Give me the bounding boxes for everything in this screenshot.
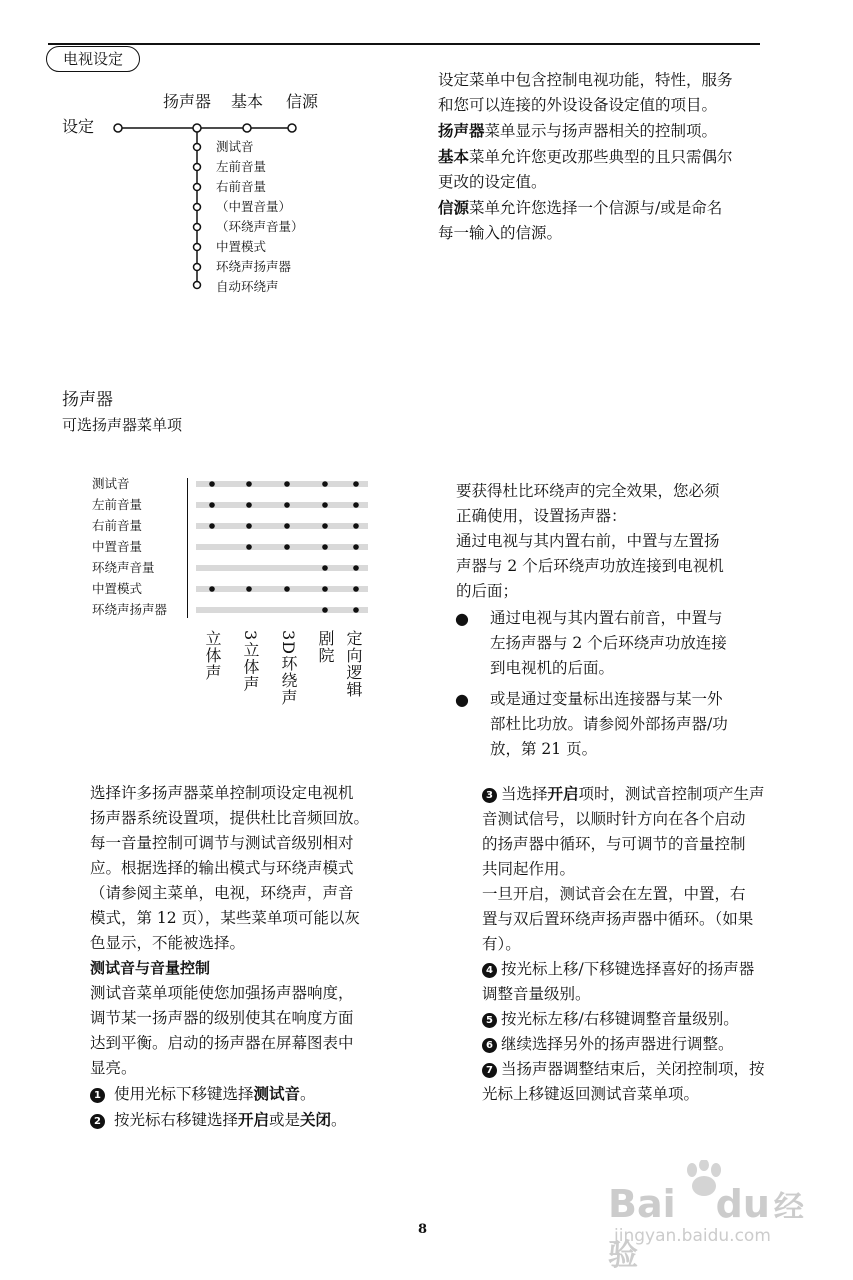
submenu-item: 测试音	[216, 139, 254, 154]
matrix-row-label: 中置音量	[92, 539, 143, 554]
matrix-dot	[322, 586, 328, 592]
matrix-row-label: 中置模式	[92, 581, 143, 596]
tree-node-basic	[243, 124, 251, 132]
step-1-bold: 测试音	[253, 1084, 300, 1103]
intro-speaker-bold: 扬声器	[438, 121, 485, 140]
matrix-column-label: 定向逻辑	[344, 630, 363, 698]
matrix-dot	[246, 523, 252, 529]
matrix-dot	[353, 481, 359, 487]
step-6-text: 继续选择另外的扬声器进行调整。	[501, 1035, 734, 1053]
test-tone-heading: 测试音与音量控制	[90, 959, 211, 977]
tree-node-sub	[194, 164, 201, 171]
dolby-line: 的后面；	[456, 582, 519, 600]
step-3-bold: 开启	[547, 784, 579, 803]
step-4-text: 按光标上移/下移键选择喜好的扬声器	[501, 960, 755, 978]
matrix-row-bar	[196, 586, 368, 592]
intro-speaker-line	[438, 118, 798, 144]
matrix-dot	[353, 523, 359, 529]
step-5	[482, 1007, 802, 1032]
matrix-dot	[209, 523, 215, 529]
submenu-item: 中置模式	[216, 239, 267, 254]
matrix-dot	[284, 481, 290, 487]
step-1-end: 。	[299, 1085, 316, 1103]
right-line: 调整音量级别。	[482, 985, 591, 1003]
step-number-icon: 7	[482, 1063, 497, 1078]
submenu-item: 自动环绕声	[216, 279, 279, 294]
left-line: 模式，第 12 页），某些菜单项可能以灰	[90, 909, 360, 927]
matrix-row-label: 环绕声扬声器	[92, 602, 168, 617]
tree-node-sub	[194, 184, 201, 191]
right-line: 置与双后置环绕声扬声器中循环。（如果	[482, 910, 754, 928]
dolby-bullet-item	[490, 606, 790, 681]
tree-node-sub	[194, 224, 201, 231]
step-number-icon: 3	[482, 788, 497, 803]
matrix-row-bar	[196, 544, 368, 550]
step-2-end: 。	[331, 1111, 347, 1129]
matrix-row-bar	[196, 481, 368, 487]
matrix-row-label: 环绕声音量	[92, 560, 155, 575]
intro-source-rest: 菜单允许您选择一个信源与/或是命名	[469, 199, 723, 217]
dolby-bullet-line: 部杜比功放。请参阅外部扬声器/功	[490, 715, 728, 733]
intro-speaker-rest: 菜单显示与扬声器相关的控制项。	[484, 122, 718, 140]
step-number-icon: 4	[482, 963, 497, 978]
step-3-pre: 当选择	[501, 785, 548, 803]
tree-node-source	[288, 124, 296, 132]
step-2	[90, 1107, 420, 1133]
intro-basic-bold: 基本	[438, 147, 470, 166]
intro-source-bold: 信源	[438, 198, 470, 217]
matrix-dot	[246, 502, 252, 508]
tree-node-sub	[194, 244, 201, 251]
matrix-row-label: 测试音	[92, 476, 130, 491]
left-column-text	[90, 781, 420, 1133]
dolby-paragraph	[456, 479, 796, 604]
intro-source-line	[438, 195, 798, 221]
matrix-dot	[284, 523, 290, 529]
matrix-dot	[322, 481, 328, 487]
matrix-row-bar	[196, 523, 368, 529]
step-4	[482, 957, 802, 982]
step-number-icon: 2	[90, 1114, 105, 1129]
step-number-icon: 1	[90, 1088, 105, 1103]
matrix-dot	[284, 502, 290, 508]
left-line: 达到平衡。启动的扬声器在屏幕图表中	[90, 1034, 354, 1052]
matrix-dot	[353, 544, 359, 550]
matrix-column-label: 3立体声	[241, 630, 260, 693]
left-line: 色显示，不能被选择。	[90, 934, 246, 952]
right-line: 有）。	[482, 935, 521, 953]
submenu-item: （中置音量）	[216, 199, 292, 214]
left-line: 测试音菜单项能使您加强扬声器响度，	[90, 984, 354, 1002]
dolby-bullet-line: 到电视机的后面。	[490, 659, 615, 677]
left-line: 调节某一扬声器的级别使其在响度方面	[90, 1009, 354, 1027]
intro-line: 和您可以连接的外设设备设定值的项目。	[438, 96, 718, 114]
page-number: 8	[418, 1222, 428, 1237]
matrix-row-label: 右前音量	[92, 518, 143, 533]
menu-tab-source: 信源	[286, 92, 319, 111]
tree-node-sub	[194, 264, 201, 271]
matrix-dot	[322, 607, 328, 613]
left-line: （请参阅主菜单，电视，环绕声，声音	[90, 884, 354, 902]
baidu-watermark	[608, 1160, 808, 1273]
matrix-dot	[284, 586, 290, 592]
dolby-line: 通过电视与其内置右前，中置与左置扬	[456, 532, 720, 550]
section-header	[46, 46, 140, 72]
step-2-mid: 或是	[268, 1111, 300, 1129]
dolby-bullet-item	[490, 687, 790, 762]
tree-node-sub	[194, 204, 201, 211]
right-line: 音测试信号，以顺时针方向在各个启动	[482, 810, 746, 828]
matrix-row-bar	[196, 565, 368, 571]
matrix-dot	[322, 502, 328, 508]
submenu-list	[216, 137, 304, 297]
step-6	[482, 1032, 802, 1057]
right-line: 共同起作用。	[482, 860, 576, 878]
menu-root-label: 设定	[62, 117, 95, 136]
step-2-text: 按光标右移键选择	[113, 1111, 238, 1129]
matrix-dot	[322, 565, 328, 571]
step-7-text: 当扬声器调整结束后，关闭控制项，按	[501, 1060, 765, 1078]
matrix-row-bar	[196, 607, 368, 613]
tree-node-sub	[194, 144, 201, 151]
matrix-row-bar	[196, 502, 368, 508]
matrix-dot	[246, 586, 252, 592]
watermark-url: jingyan.baidu.com	[614, 1226, 771, 1246]
step-2-bold-on: 开启	[237, 1110, 269, 1129]
step-number-icon: 5	[482, 1013, 497, 1028]
dolby-bullet-line: 或是通过变量标出连接器与某一外	[490, 690, 723, 708]
matrix-dot	[209, 502, 215, 508]
step-number-icon: 6	[482, 1038, 497, 1053]
speaker-section-subtitle: 可选扬声器菜单项	[62, 416, 183, 434]
step-3	[482, 781, 802, 807]
left-line: 选择许多扬声器菜单控制项设定电视机	[90, 784, 354, 802]
left-line: 每一音量控制可调节与测试音级别相对	[90, 834, 354, 852]
intro-basic-line	[438, 144, 798, 170]
intro-basic-rest: 菜单允许您更改那些典型的且只需偶尔	[469, 148, 733, 166]
matrix-dot	[353, 586, 359, 592]
matrix-row-label: 左前音量	[92, 497, 143, 512]
watermark-brand-du: du	[715, 1182, 770, 1226]
tree-node-sub	[194, 282, 201, 289]
right-line: 光标上移键返回测试音菜单项。	[482, 1085, 700, 1103]
matrix-dot	[209, 481, 215, 487]
step-5-text: 按光标左移/右移键调整音量级别。	[501, 1010, 739, 1028]
watermark-brand-bai: Bai	[608, 1182, 676, 1226]
matrix-column-label: 3D环绕声	[279, 630, 298, 707]
speaker-section-title: 扬声器	[62, 390, 113, 410]
left-line: 应。根据选择的输出模式与环绕声模式	[90, 859, 354, 877]
bullet-icon: ●	[455, 690, 469, 709]
submenu-item: （环绕声音量）	[216, 219, 304, 234]
tree-node-root	[114, 124, 122, 132]
right-line: 一旦开启，测试音会在左置，中置，右	[482, 885, 746, 903]
matrix-vertical-rule	[187, 478, 188, 618]
section-header-text: 电视设定	[63, 50, 124, 68]
matrix-row-labels	[92, 473, 167, 620]
matrix-dot-grid	[190, 473, 370, 623]
tree-node-speaker	[193, 124, 201, 132]
matrix-dot	[322, 544, 328, 550]
menu-tab-speaker: 扬声器	[163, 92, 212, 111]
left-line: 显亮。	[90, 1059, 137, 1077]
dolby-bullet-line: 放，第 21 页。	[490, 740, 598, 758]
intro-basic-line2: 更改的设定值。	[438, 173, 547, 191]
matrix-column-label: 剧院	[316, 630, 335, 664]
submenu-item: 左前音量	[216, 159, 267, 174]
intro-line: 设定菜单中包含控制电视功能，特性，服务	[438, 71, 733, 89]
matrix-dot	[353, 502, 359, 508]
dolby-line: 正确使用，设置扬声器：	[456, 507, 627, 525]
step-1	[90, 1081, 420, 1107]
intro-paragraph	[438, 68, 798, 246]
right-column-text	[482, 781, 802, 1107]
matrix-dot	[246, 481, 252, 487]
dolby-bullet-line: 左扬声器与 2 个后环绕声功放连接	[490, 634, 727, 652]
right-line: 的扬声器中循环，与可调节的音量控制	[482, 835, 746, 853]
step-3-rest: 项时，测试音控制项产生声	[578, 785, 765, 803]
matrix-column-label: 立体声	[203, 630, 222, 681]
header-rule	[48, 43, 760, 45]
left-line: 扬声器系统设置项，提供杜比音频回放。	[90, 809, 370, 827]
dolby-line: 要获得杜比环绕声的完全效果，您必须	[456, 482, 720, 500]
intro-source-line2: 每一输入的信源。	[438, 224, 563, 242]
step-7	[482, 1057, 802, 1082]
step-2-bold-off: 关闭	[299, 1110, 331, 1129]
dolby-bullet-line: 通过电视与其内置右前音，中置与	[490, 609, 723, 627]
matrix-dot	[284, 544, 290, 550]
matrix-dot	[353, 565, 359, 571]
matrix-dot	[322, 523, 328, 529]
dolby-line: 声器与 2 个后环绕声功放连接到电视机	[456, 557, 724, 575]
submenu-item: 右前音量	[216, 179, 267, 194]
matrix-dot	[209, 586, 215, 592]
bullet-icon: ●	[455, 609, 469, 628]
step-1-text: 使用光标下移键选择	[113, 1085, 254, 1103]
submenu-item: 环绕声扬声器	[216, 259, 292, 274]
matrix-dot	[353, 607, 359, 613]
watermark-product: 经验	[608, 1190, 804, 1273]
menu-tab-basic: 基本	[231, 92, 264, 111]
matrix-dot	[246, 544, 252, 550]
